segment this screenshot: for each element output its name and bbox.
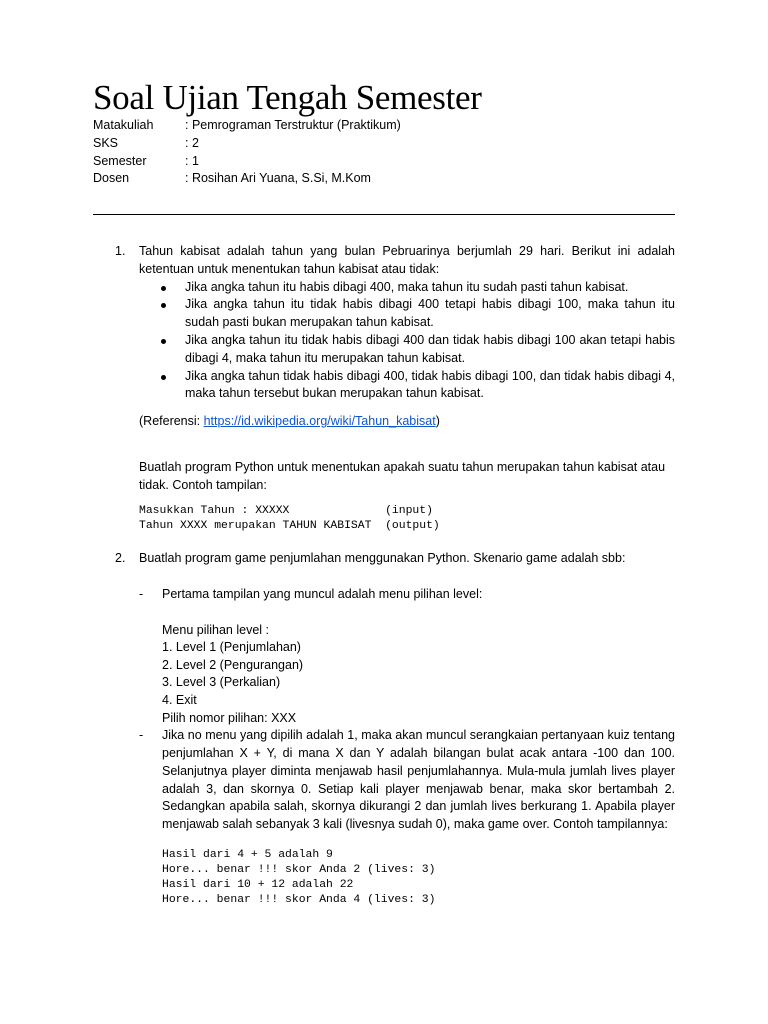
info-label: Dosen <box>93 171 130 186</box>
question-number: 2. <box>115 551 126 566</box>
info-value: : 1 <box>185 153 199 168</box>
menu-line: 1. Level 1 (Penjumlahan) <box>162 640 301 655</box>
reference-line <box>139 413 675 431</box>
question-2 <box>93 550 675 908</box>
code-example <box>162 848 675 908</box>
menu-line: 3. Level 3 (Perkalian) <box>162 675 281 690</box>
rule-text: Jika angka tahun itu tidak habis dibagi 400 tetapi habis dibagi 100, maka tahun itu sudah pasti bukan merupakan tahun kabisat. <box>185 297 675 330</box>
scenario-step-2 <box>139 727 675 908</box>
task-text: Buatlah program Python untuk menentukan apakah suatu tahun merupakan tahun kabisat atau tidak. Contoh tampilan: <box>139 459 666 492</box>
info-value: : Rosihan Ari Yuana, S.Si, M.Kom <box>185 171 371 186</box>
course-info <box>93 117 401 188</box>
list-item <box>139 296 675 332</box>
code-line: Hore... benar !!! skor Anda 4 (lives: 3) <box>162 893 436 906</box>
info-value: : 2 <box>185 135 199 150</box>
info-row-semester <box>93 153 401 171</box>
step-text: Pertama tampilan yang muncul adalah menu pilihan level: <box>162 586 483 601</box>
code-line: Masukkan Tahun : XXXXX (input) <box>139 505 433 518</box>
info-label: Semester <box>93 153 147 168</box>
rules-list <box>139 279 675 404</box>
code-line: Tahun XXXX merupakan TAHUN KABISAT (output) <box>139 520 440 533</box>
page-title: Soal Ujian Tengah Semester <box>93 78 482 117</box>
reference-link[interactable]: https://id.wikipedia.org/wiki/Tahun_kabisat <box>203 414 436 429</box>
question-1 <box>93 243 675 534</box>
bullet-icon <box>161 339 166 344</box>
info-value: : Pemrograman Terstruktur (Praktikum) <box>185 118 401 132</box>
info-label: SKS <box>93 135 119 150</box>
info-row-sks <box>93 135 401 153</box>
list-item <box>139 279 675 297</box>
reference-prefix: (Referensi: <box>139 414 204 429</box>
code-line: Hasil dari 10 + 12 adalah 22 <box>162 878 354 891</box>
reference-suffix: ) <box>435 414 440 429</box>
bullet-icon <box>161 286 166 291</box>
level-menu <box>162 622 675 728</box>
info-row-lecturer <box>93 170 401 188</box>
rule-text: Jika angka tahun tidak habis dibagi 400, tidak habis dibagi 100, dan tidak habis dibagi 4, maka tahun tersebut bukan merupakan tahun kabisat. <box>185 368 675 401</box>
rule-text: Jika angka tahun itu habis dibagi 400, maka tahun itu sudah pasti tahun kabisat. <box>185 279 629 294</box>
questions <box>93 243 675 908</box>
menu-line: 2. Level 2 (Pengurangan) <box>162 657 304 672</box>
step-text: Jika no menu yang dipilih adalah 1, maka akan muncul serangkaian pertanyaan kuiz tentang penjumlahan X + Y, di mana X dan Y adalah bilangan bulat acak antara -100 dan 100. Selanjutnya player diminta menjawab hasil penjumlahannya. Mula-mula jumlah lives player adalah 3, dan skornya 0. Setiap kali player menjawab benar, maka skor bertambah 2. Sedangkan apabila salah, skornya dikurangi 2 dan jumlah lives berkurang 1. Apabila player menjawab salah sebanyak 3 kali (livesnya sudah 0), maka game over. Contoh tampilannya: <box>162 728 675 832</box>
menu-line: Pilih nomor pilihan: XXX <box>162 710 297 725</box>
dash-marker: - <box>139 586 144 601</box>
question-number: 1. <box>115 244 126 258</box>
list-item <box>139 368 675 404</box>
menu-line: 4. Exit <box>162 692 197 707</box>
bullet-icon <box>161 303 166 308</box>
code-line: Hasil dari 4 + 5 adalah 9 <box>162 848 333 861</box>
bullet-icon <box>161 375 166 380</box>
code-line: Hore... benar !!! skor Anda 2 (lives: 3) <box>162 863 436 876</box>
info-row-course <box>93 117 401 135</box>
dash-marker: - <box>139 728 144 743</box>
menu-line: Menu pilihan level : <box>162 622 270 637</box>
rule-text: Jika angka tahun itu tidak habis dibagi 400 dan tidak habis dibagi 100 akan tetapi habis dibagi 4, maka tahun itu merupakan tahun kabisat. <box>185 332 675 365</box>
question-intro: Buatlah program game penjumlahan menggunakan Python. Skenario game adalah sbb: <box>139 551 626 566</box>
list-item <box>139 332 675 368</box>
scenario-step-1 <box>139 586 675 727</box>
horizontal-divider <box>93 214 675 215</box>
code-example <box>139 504 675 534</box>
question-intro: Tahun kabisat adalah tahun yang bulan Pebruarinya berjumlah 29 hari. Berikut ini adalah ketentuan untuk menentukan tahun kabisat atau tidak: <box>139 244 675 276</box>
info-label: Matakuliah <box>93 118 154 132</box>
